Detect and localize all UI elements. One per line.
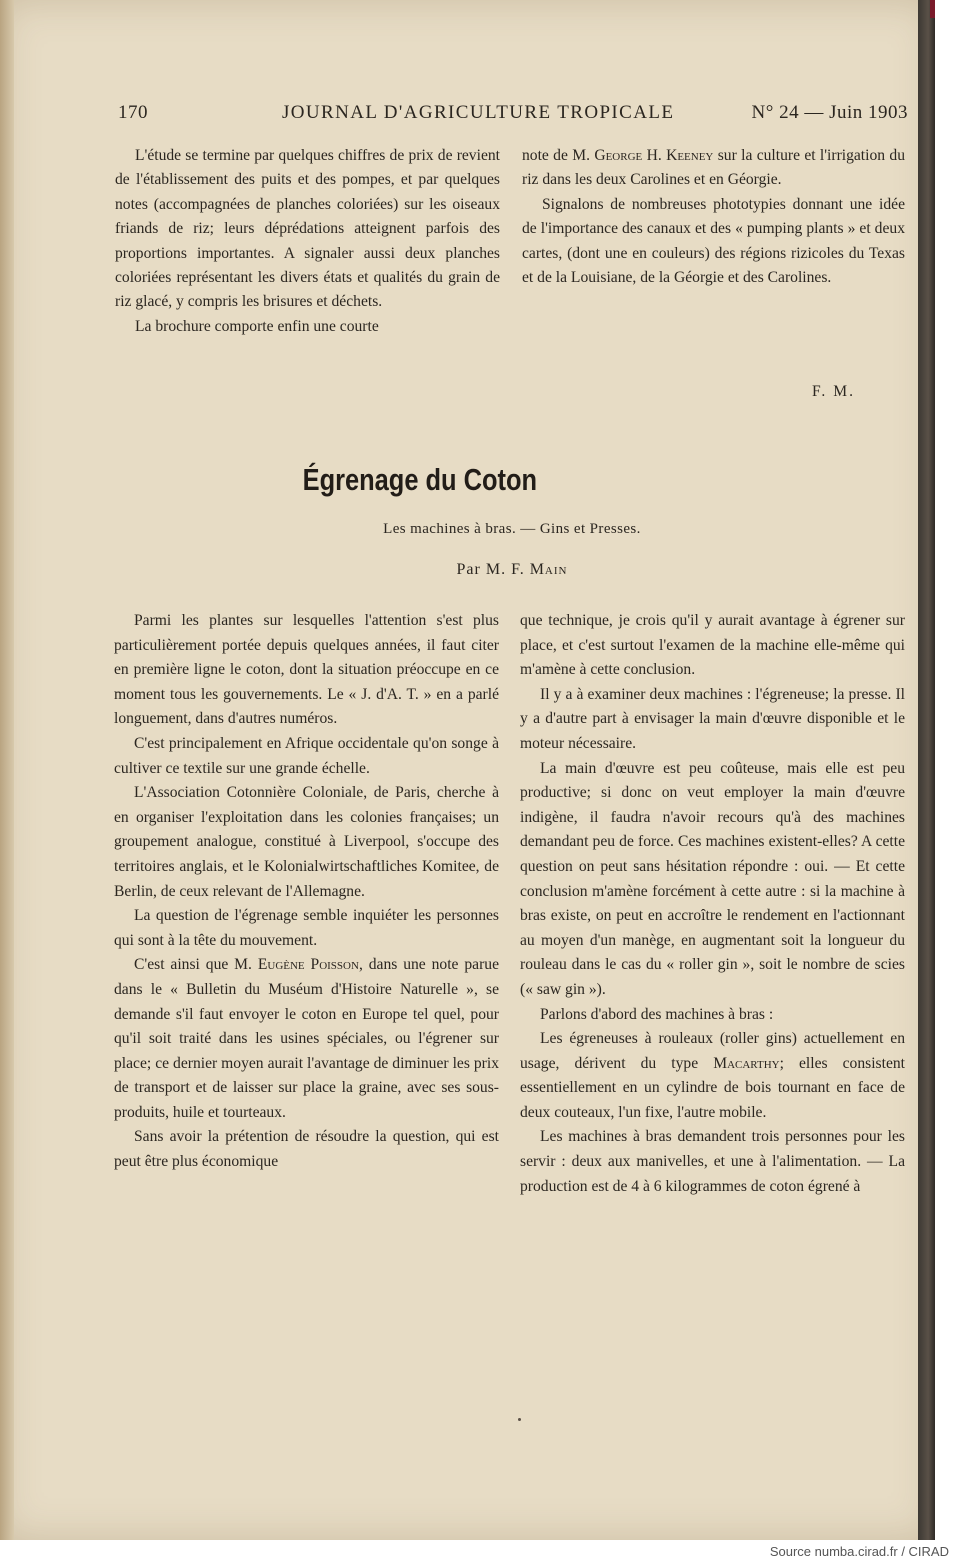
review-column-right (522, 144, 905, 290)
text-run: , dans une note parue dans le « Bulletin du Muséum d'Histoire Naturelle », se demande s'il faut envoyer le coton en Europe tel quel, pour qu'il soit traité dans les usines spéciales, ou l'égrener sur place; ce dernier moyen aurait l'avantage de diminuer les prix de transport et de laisser sur place la graine, avec ses sous-produits, huile et tourteaux. (114, 956, 499, 1121)
binding-shadow-left (0, 0, 14, 1540)
person-name-poisson: Eugène Poisson (257, 956, 359, 974)
article-column-right (520, 609, 905, 1199)
article-subtitle: Les machines à bras. — Gins et Presses. (383, 521, 641, 537)
article-paragraph: L'Association Cotonnière Coloniale, de Paris, cherche à en organiser l'exploitation dans les colonies françaises; un groupement analogue, constitué à Liverpool, s'occupe des territoires anglais, et le Kolonialwirtschaftliches Komitee, de Berlin, de ceux relevant de l'Allemagne. (114, 784, 499, 900)
article-paragraph: que technique, je crois qu'il y aurait avantage à égrener sur place, et c'est surtout l'examen de la machine elle-même qui m'amène à cette conclusion. (520, 612, 905, 679)
page-number: 170 (118, 102, 148, 123)
article-paragraph: Il y a à examiner deux machines : l'égreneuse; la presse. Il y a d'autre part à envisager la main d'œuvre disponible et le moteur nécessaire. (520, 685, 905, 752)
ink-speck (518, 1418, 521, 1421)
running-header (118, 102, 908, 128)
article-paragraph: La question de l'égrenage semble inquiéter les personnes qui sont à la tête du mouvement. (114, 907, 499, 949)
text-run: ; elles consistent essentiellement en un cylindre de bois tournant en face de deux couteaux, l'un fixe, l'autre mobile. (520, 1054, 906, 1121)
person-name-macarthy: Macarthy (713, 1054, 780, 1072)
text-run: sur la culture et l'irrigation du riz dans les deux Carolines et en Géorgie. (522, 147, 905, 189)
review-column-left (115, 144, 500, 339)
bookmark-ribbon (930, 0, 935, 18)
article-paragraph: Parmi les plantes sur lesquelles l'attention s'est plus particulièrement portée depuis quelques années, il faut citer en première ligne le coton, dont la situation préoccupe en ce moment tous les gouvernements. Le « J. d'A. T. » en a parlé longuement, dans d'autres numéros. (114, 612, 499, 728)
article-paragraph: Parlons d'abord des machines à bras : (540, 1005, 774, 1023)
article-paragraph: Les machines à bras demandent trois personnes pour les servir : deux aux manivelles, et une à l'alimentation. — La production est de 4 à 6 kilogrammes de coton égrené à (520, 1128, 905, 1195)
article-title: Égrenage du Coton (302, 462, 538, 497)
review-paragraph-2: La brochure comporte enfin une courte (135, 317, 379, 335)
issue-info: N° 24 — Juin 1903 (751, 102, 908, 123)
text-run: C'est ainsi que M. (134, 956, 258, 974)
journal-title: JOURNAL D'AGRICULTURE TROPICALE (282, 102, 675, 123)
review-signature: F. M. (812, 383, 855, 400)
article-paragraph: Sans avoir la prétention de résoudre la question, qui est peut être plus économique (114, 1128, 499, 1171)
article-paragraph (114, 953, 499, 1125)
article-paragraph: C'est principalement en Afrique occidentale qu'on songe à cultiver ce textile sur une grande échelle. (114, 734, 499, 777)
article-column-left (114, 609, 499, 1175)
byline-prefix: Par M. F. (456, 561, 530, 578)
article-paragraph (520, 1027, 905, 1125)
article-paragraph: La main d'œuvre est peu coûteuse, mais elle est peu productive; si donc on veut employer la main d'œuvre indigène, il faudra n'avoir recours qu'à des machines demandant peu de force. Ces machines existent-elles? A cette question on peut sans hésitation répondre : oui. — Et cette conclusion m'amène forcément à cette autre : si la machine à bras existe, on peut en accroître le rendement en l'actionnant au moyen d'un manège, en augmentant soit la longueur du rouleau dans le cas du « roller gin », soit le nombre de scies (« saw gin »). (520, 759, 905, 998)
text-run: note de M. (522, 147, 595, 164)
article-byline (0, 561, 959, 579)
book-edge-right (918, 0, 935, 1540)
author-name-keeney: George H. Keeney (594, 147, 714, 164)
review-paragraph-4: Signalons de nombreuses phototypies donnant une idée de l'importance des canaux et des « pumping plants » et deux cartes, (dont une en couleurs) des régions rizicoles du Texas et de la Louisiane, de la Géorgie et des Carolines. (522, 195, 905, 287)
text-run: Les égreneuses à rouleaux (roller gins) actuellement en usage, dérivent du type (520, 1030, 905, 1072)
source-credit: Source numba.cirad.fr / CIRAD (769, 1544, 949, 1559)
review-paragraph-1: L'étude se termine par quelques chiffres de prix de revient de l'établissement des puits et des pompes, et par quelques notes (accompagnées de planches coloriées) sur les oiseaux friands de riz; leurs déprédations atteignent parfois des proportions importantes. A signaler aussi deux planches coloriées représentant les divers états et qualités du grain de riz glacé, y compris les brisures et déchets. (115, 147, 500, 311)
author-name: Main (529, 561, 568, 578)
review-paragraph-3 (522, 144, 905, 193)
